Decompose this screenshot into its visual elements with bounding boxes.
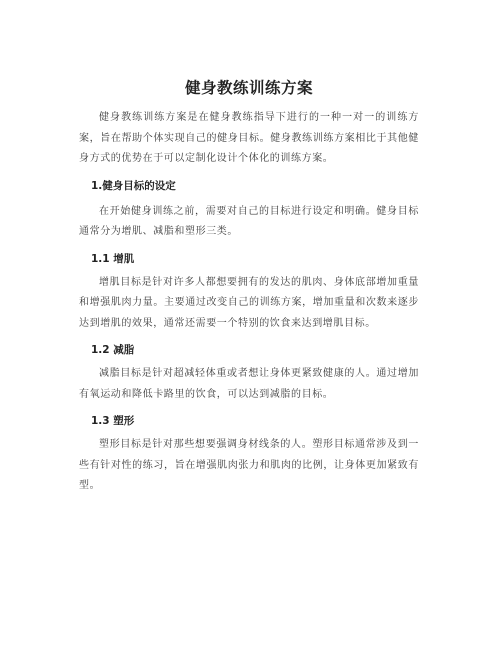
section-heading-goal-setting: 1.健身目标的设定	[91, 179, 176, 192]
muscle-gain-paragraph: 增肌目标是针对许多人都想要拥有的发达的肌肉、身体底部增加重量和增强肌肉力量。主要通过改变自己的训练方案，增加重量和次数来逐步达到增肌的效果，通常还需要一个特别的饮食来达到增肌目标。	[79, 276, 419, 329]
document-content	[79, 78, 419, 505]
document-title: 健身教练训练方案	[184, 79, 313, 97]
section-heading-fat-loss: 1.2 减脂	[91, 344, 135, 356]
intro-paragraph: 健身教练训练方案是在健身教练指导下进行的一种一对一的训练方案，旨在帮助个体实现自己的健身目标。健身教练训练方案相比于其他健身方式的优势在于可以定制化设计个体化的训练方案。	[79, 112, 419, 164]
section-heading-muscle-gain: 1.1 增肌	[91, 252, 135, 265]
goal-setting-paragraph: 在开始健身训练之前，需要对自己的目标进行设定和明确。健身目标通常分为增肌、减脂和塑形三类。	[79, 205, 419, 237]
section-heading-body-shaping: 1.3 塑形	[91, 415, 135, 427]
fat-loss-paragraph: 减脂目标是针对超减轻体重或者想让身体更紧致健康的人。通过增加有氧运动和降低卡路里的饮食，可以达到减脂的目标。	[79, 368, 419, 400]
body-shaping-paragraph: 塑形目标是针对那些想要强调身材线条的人。塑形目标通常涉及到一些有针对性的练习，旨在增强肌肉张力和肌肉的比例，让身体更加紧致有型。	[79, 439, 419, 491]
